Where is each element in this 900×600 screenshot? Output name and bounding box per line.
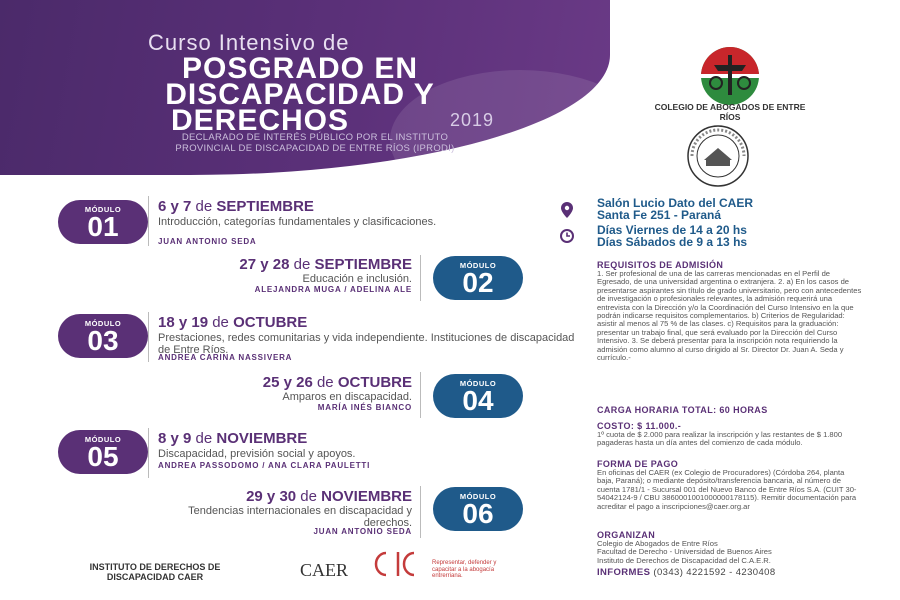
module-number: 04 (462, 385, 494, 416)
admission-text: 1. Ser profesional de una de las carreras mencionadas en el Perfil de Egresado, de una universidad argentina o extranjera. 2. a) En los casos de presentarse aspirantes sin título de grado universitario, pero con antecedentes de investigación o profesionales relevantes, la admisión requerirá una entrevista con la Dirección y/o la Coordinación del Curso Intensivo en la que podrán indicarse requisitos complementarios. b) Criterios de Regularidad: asistir al menos al 75 % de las clases. c) Requisitos para la graduación: presentar un trabajo final, que será evaluado por la Dirección del Curso Intensivo. 3. Se deberá presentar para la inscripción nota requiriendo la admisión como alumno al curso dirigido al Sr. Director Dr. Juan A. Seda y currículo.- (597, 269, 862, 363)
divider (148, 428, 149, 478)
date-de: de (195, 198, 213, 215)
date-month: SEPTIEMBRE (216, 198, 314, 215)
date-days: 18 y 19 (158, 314, 209, 331)
module-06-date (246, 488, 412, 505)
module-label: MÓDULO (84, 319, 122, 328)
payment-title: FORMA DE PAGO (597, 459, 679, 469)
module-05-professor: ANDREA PASSODOMO / ANA CLARA PAULETTI (158, 461, 371, 470)
admission-title: REQUISITOS DE ADMISIÓN (597, 260, 724, 270)
module-03-date (158, 314, 307, 331)
date-month: OCTUBRE (233, 314, 308, 331)
divider (148, 312, 149, 362)
declaration: DECLARADO DE INTERÉS PÚBLICO POR EL INSTITUTO PROVINCIAL DE DISCAPACIDAD DE ENTRE RÍOS (IPRODI) (175, 132, 455, 154)
organizer-uba: Facultad de Derecho - Universidad de Buenos Aires (597, 547, 772, 557)
module-04-description: Amparos en discapacidad. (282, 391, 412, 403)
informes-phones: (0343) 4221592 - 4230408 (653, 567, 776, 578)
caer-tagline: Representar, defender y capacitar a la abogacía entrerriana. (432, 560, 497, 579)
module-number: 06 (462, 498, 494, 529)
divider (420, 255, 421, 301)
schedule-saturday: Días Sábados de 9 a 13 hs (597, 235, 748, 249)
date-month: NOVIEMBRE (216, 430, 308, 447)
module-01-description: Introducción, categorías fundamentales y clasificaciones. (158, 216, 437, 228)
caer-logo-label: COLEGIO DE ABOGADOS DE ENTRE RÍOS (654, 102, 806, 122)
module-05-description: Discapacidad, previsión social y apoyos. (158, 448, 356, 460)
module-01-badge (58, 200, 148, 244)
payment-text: En oficinas del CAER (ex Colegio de Procuradores) (Córdoba 264, planta baja, Paraná); o mediante depósito/transferencia bancaria, al número de cuenta 1781/1 - Sucursal 001 del Nuevo Banco de Entre Ríos S.A. (CUIT 30-54042124-9 / CBU 3860001001000000178115). Remitir documentación para acreditar el pago a inscripciones@caer.org.ar (597, 468, 857, 511)
date-days: 29 y 30 (246, 488, 297, 505)
organizer-caer: Colegio de Abogados de Entre Ríos (597, 539, 718, 548)
module-01-date (158, 198, 314, 215)
course-type: Curso Intensivo de (148, 30, 350, 55)
schedule (597, 224, 747, 248)
cost-title: COSTO: $ 11.000.- (597, 421, 682, 431)
date-month: NOVIEMBRE (321, 488, 412, 505)
date-month: OCTUBRE (337, 374, 412, 391)
date-days: 25 y 26 (262, 374, 313, 391)
cost-text: 1º cuota de $ 2.000 para realizar la inscripción y las restantes de $ 1.800 pagaderas hasta un día antes del comienzo de cada módulo. (597, 430, 843, 448)
module-05-date (158, 430, 307, 447)
schedule-friday: Días Viernes de 14 a 20 hs (597, 223, 747, 237)
module-number: 01 (87, 211, 119, 242)
date-month: SEPTIEMBRE (314, 256, 412, 273)
year: 2019 (450, 110, 495, 130)
module-02-badge (433, 256, 523, 300)
organizers-list (597, 540, 862, 565)
informes (597, 567, 776, 578)
caer-wordmark: CAER (300, 560, 349, 580)
date-de: de (300, 488, 317, 505)
divider (420, 486, 421, 538)
organizer-institute: Instituto de Derechos de Discapacidad del C.A.E.R. (597, 555, 771, 565)
module-02-description: Educación e inclusión. (302, 273, 412, 285)
module-label: MÓDULO (84, 435, 122, 444)
clc-logo (372, 549, 428, 579)
organizers-title: ORGANIZAN (597, 530, 656, 540)
module-03-badge (58, 314, 148, 358)
module-label: MÓDULO (459, 492, 497, 501)
module-06-professor: JUAN ANTONIO SEDA (313, 527, 412, 536)
module-03-professor: ANDREA CARINA NASSIVERA (158, 353, 293, 362)
module-02-professor: ALEJANDRA MUGA / ADELINA ALE (254, 285, 412, 294)
uba-law-faculty-seal (668, 124, 768, 188)
venue-address: Santa Fe 251 - Paraná (597, 208, 722, 222)
date-de: de (293, 256, 311, 273)
module-04-date (263, 374, 412, 391)
module-number: 02 (462, 267, 494, 298)
module-number: 03 (87, 325, 119, 356)
module-05-badge (58, 430, 148, 474)
venue-name: Salón Lucio Dato del CAER (597, 196, 754, 210)
title-line-3: DERECHOS (170, 104, 350, 137)
module-02-date (239, 256, 412, 273)
module-01-professor: JUAN ANTONIO SEDA (158, 237, 257, 246)
title-line-1: POSGRADO EN (181, 52, 419, 85)
module-label: MÓDULO (84, 205, 122, 214)
module-04-badge (433, 374, 523, 418)
date-de: de (316, 374, 334, 391)
location-pin-icon (561, 202, 573, 218)
module-06-description: Tendencias internacionales en discapacidad y derechos. (188, 505, 412, 529)
institute-name: INSTITUTO DE DERECHOS DE DISCAPACIDAD CAER (89, 562, 221, 582)
informes-label: INFORMES (597, 567, 651, 578)
caer-logo (690, 45, 770, 107)
date-days: 8 y 9 (158, 430, 192, 447)
date-days: 27 y 28 (239, 256, 290, 273)
venue (597, 197, 753, 221)
module-04-professor: MARÍA INÉS BIANCO (317, 403, 412, 412)
date-de: de (212, 314, 229, 331)
date-days: 6 y 7 (158, 198, 192, 215)
module-label: MÓDULO (459, 379, 497, 388)
date-de: de (195, 430, 213, 447)
divider (420, 372, 421, 418)
module-label: MÓDULO (459, 261, 497, 270)
module-number: 05 (87, 441, 119, 472)
divider (148, 196, 149, 246)
module-03-description: Prestaciones, redes comunitarias y vida independiente. Instituciones de discapacidad de Entre Ríos. (158, 332, 575, 356)
title-line-2: DISCAPACIDAD Y (165, 78, 435, 111)
total-hours: CARGA HORARIA TOTAL: 60 HORAS (597, 405, 768, 415)
module-06-badge (433, 487, 523, 531)
clock-icon (560, 229, 574, 243)
